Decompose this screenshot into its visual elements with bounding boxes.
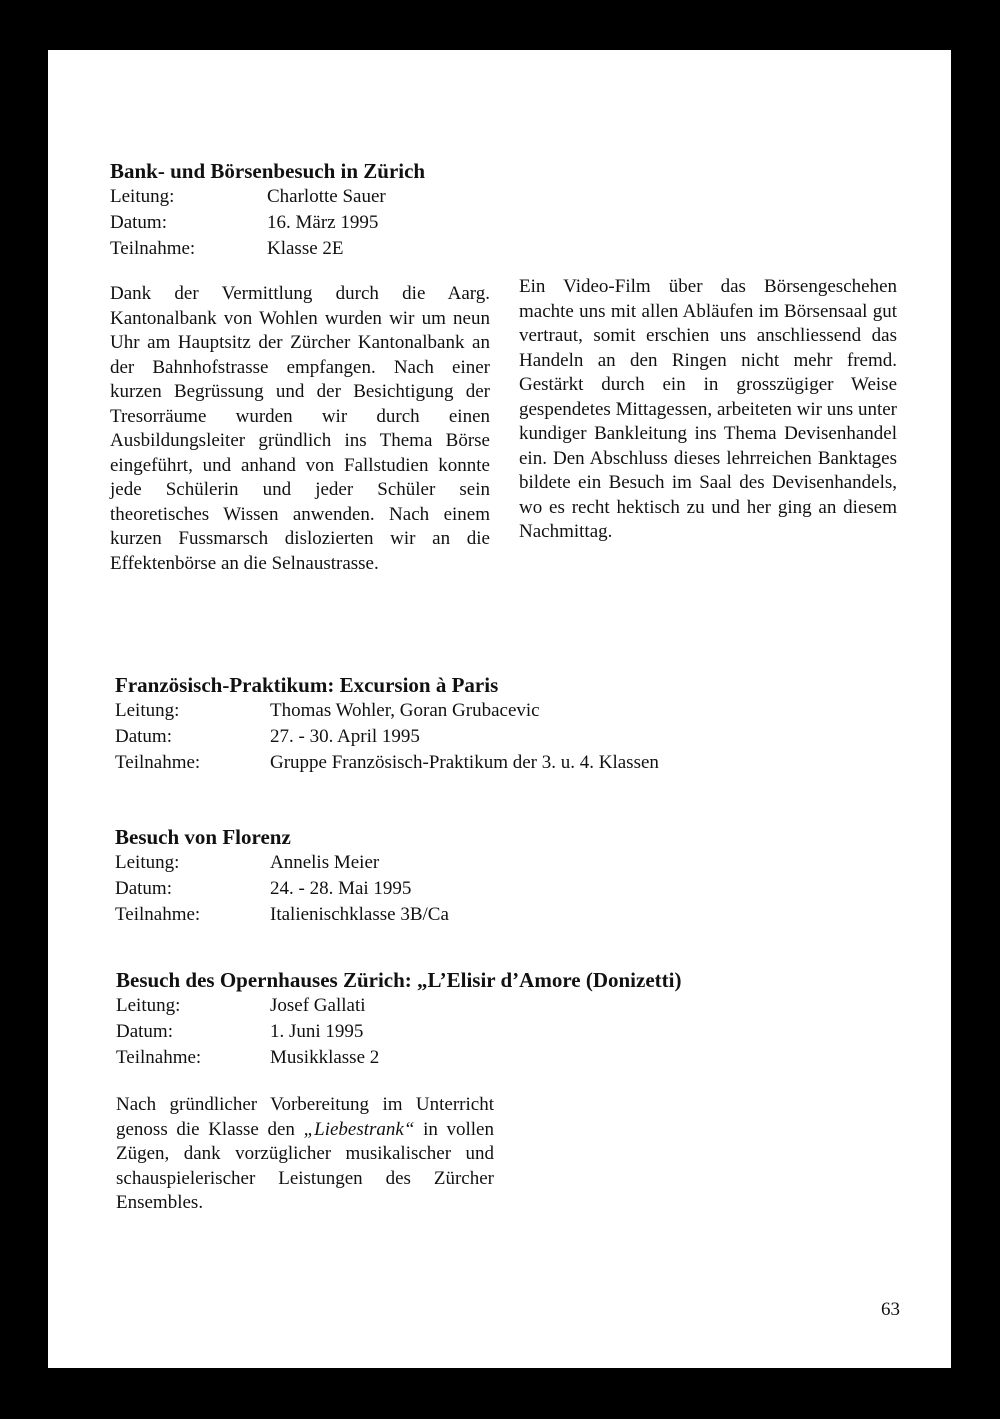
teilnahme-label: Teilnahme:	[110, 238, 196, 259]
teilnahme-value: Italienischklasse 3B/Ca	[270, 904, 449, 925]
leitung-value: Annelis Meier	[270, 852, 380, 873]
datum-row	[115, 724, 905, 750]
body-text-before: Nach gründlicher Vorbereitung im Unterricht genoss die Klasse den	[116, 1094, 494, 1140]
datum-value: 16. März 1995	[267, 212, 379, 233]
teilnahme-row	[115, 750, 905, 776]
section-besuch-opernhaus	[116, 967, 916, 1071]
teilnahme-label: Teilnahme:	[115, 752, 201, 773]
teilnahme-value: Klasse 2E	[267, 238, 344, 259]
datum-value: 1. Juni 1995	[270, 1021, 364, 1042]
leitung-value: Charlotte Sauer	[267, 186, 386, 207]
teilnahme-label: Teilnahme:	[116, 1047, 202, 1068]
section-title: Besuch des Opernhauses Zürich: „L’Elisir d’Amore (Donizetti)	[116, 968, 682, 992]
leitung-value: Thomas Wohler, Goran Grubacevic	[270, 700, 540, 721]
section-franzoesisch-praktikum	[115, 672, 905, 776]
datum-label: Datum:	[115, 726, 172, 747]
teilnahme-label: Teilnahme:	[115, 904, 201, 925]
datum-label: Datum:	[115, 878, 172, 899]
leitung-label: Leitung:	[110, 186, 175, 207]
section-title: Besuch von Florenz	[115, 825, 291, 849]
leitung-row	[116, 993, 916, 1019]
teilnahme-value: Gruppe Französisch-Praktikum der 3. u. 4. Klassen	[270, 752, 659, 773]
datum-row	[110, 210, 900, 236]
leitung-value: Josef Gallati	[270, 995, 366, 1016]
document-page	[48, 50, 951, 1368]
teilnahme-row	[116, 1045, 916, 1071]
leitung-row	[110, 184, 900, 210]
datum-value: 27. - 30. April 1995	[270, 726, 420, 747]
datum-row	[116, 1019, 916, 1045]
body-text-italic: „Liebestrank“	[303, 1118, 415, 1140]
teilnahme-row	[115, 902, 905, 928]
teilnahme-row	[110, 236, 900, 262]
body-column-right: Ein Video-Film über das Börsengeschehen machte uns mit allen Abläufen im Börsensaal gut vertraut, somit erschien uns anschliessend das Handeln an den Ringen nicht mehr fremd. Gestärkt durch ein in grosszügiger Weise gespendetes Mittagessen, arbeiteten wir uns unter kundiger Bankleitung ins Thema Devisenhandel ein. Den Abschluss dieses lehrreichen Banktages bildete ein Besuch im Saal des Devisenhandels, wo es recht hektisch zu und her ging an diesem Nachmittag.	[519, 276, 897, 542]
body-paragraph-oper	[116, 1093, 494, 1216]
section-title: Bank- und Börsenbesuch in Zürich	[110, 159, 426, 183]
leitung-row	[115, 850, 905, 876]
body-column-left: Dank der Vermittlung durch die Aarg. Kantonalbank von Wohlen wurden wir um neun Uhr am Hauptsitz der Zürcher Kantonalbank an der Bahnhofstrasse empfangen. Nach einer kurzen Begrüssung und der Besichtigung der Tresorräume wurden wir durch einen Ausbildungsleiter gründlich ins Thema Börse eingeführt, und anhand von Fallstudien konnte jede Schülerin und jeder Schüler sein theoretisches Wissen anwenden. Nach einem kurzen Fussmarsch dislozierten wir an die Effektenbörse an die Selnaustrasse.	[110, 283, 490, 574]
leitung-label: Leitung:	[115, 852, 180, 873]
teilnahme-value: Musikklasse 2	[270, 1047, 380, 1068]
datum-label: Datum:	[110, 212, 167, 233]
page-number: 63	[881, 1299, 900, 1320]
body-text-after: in vollen Zügen, dank vorzüglicher musikalischer und schauspielerischer Leistungen des Zürcher Ensembles.	[116, 1118, 494, 1213]
section-bank-boersenbesuch	[110, 158, 900, 262]
datum-row	[115, 876, 905, 902]
leitung-label: Leitung:	[115, 700, 180, 721]
datum-label: Datum:	[116, 1021, 173, 1042]
leitung-row	[115, 698, 905, 724]
leitung-label: Leitung:	[116, 995, 181, 1016]
section-besuch-florenz	[115, 824, 905, 928]
datum-value: 24. - 28. Mai 1995	[270, 878, 412, 899]
section-title: Französisch-Praktikum: Excursion à Paris	[115, 673, 499, 697]
